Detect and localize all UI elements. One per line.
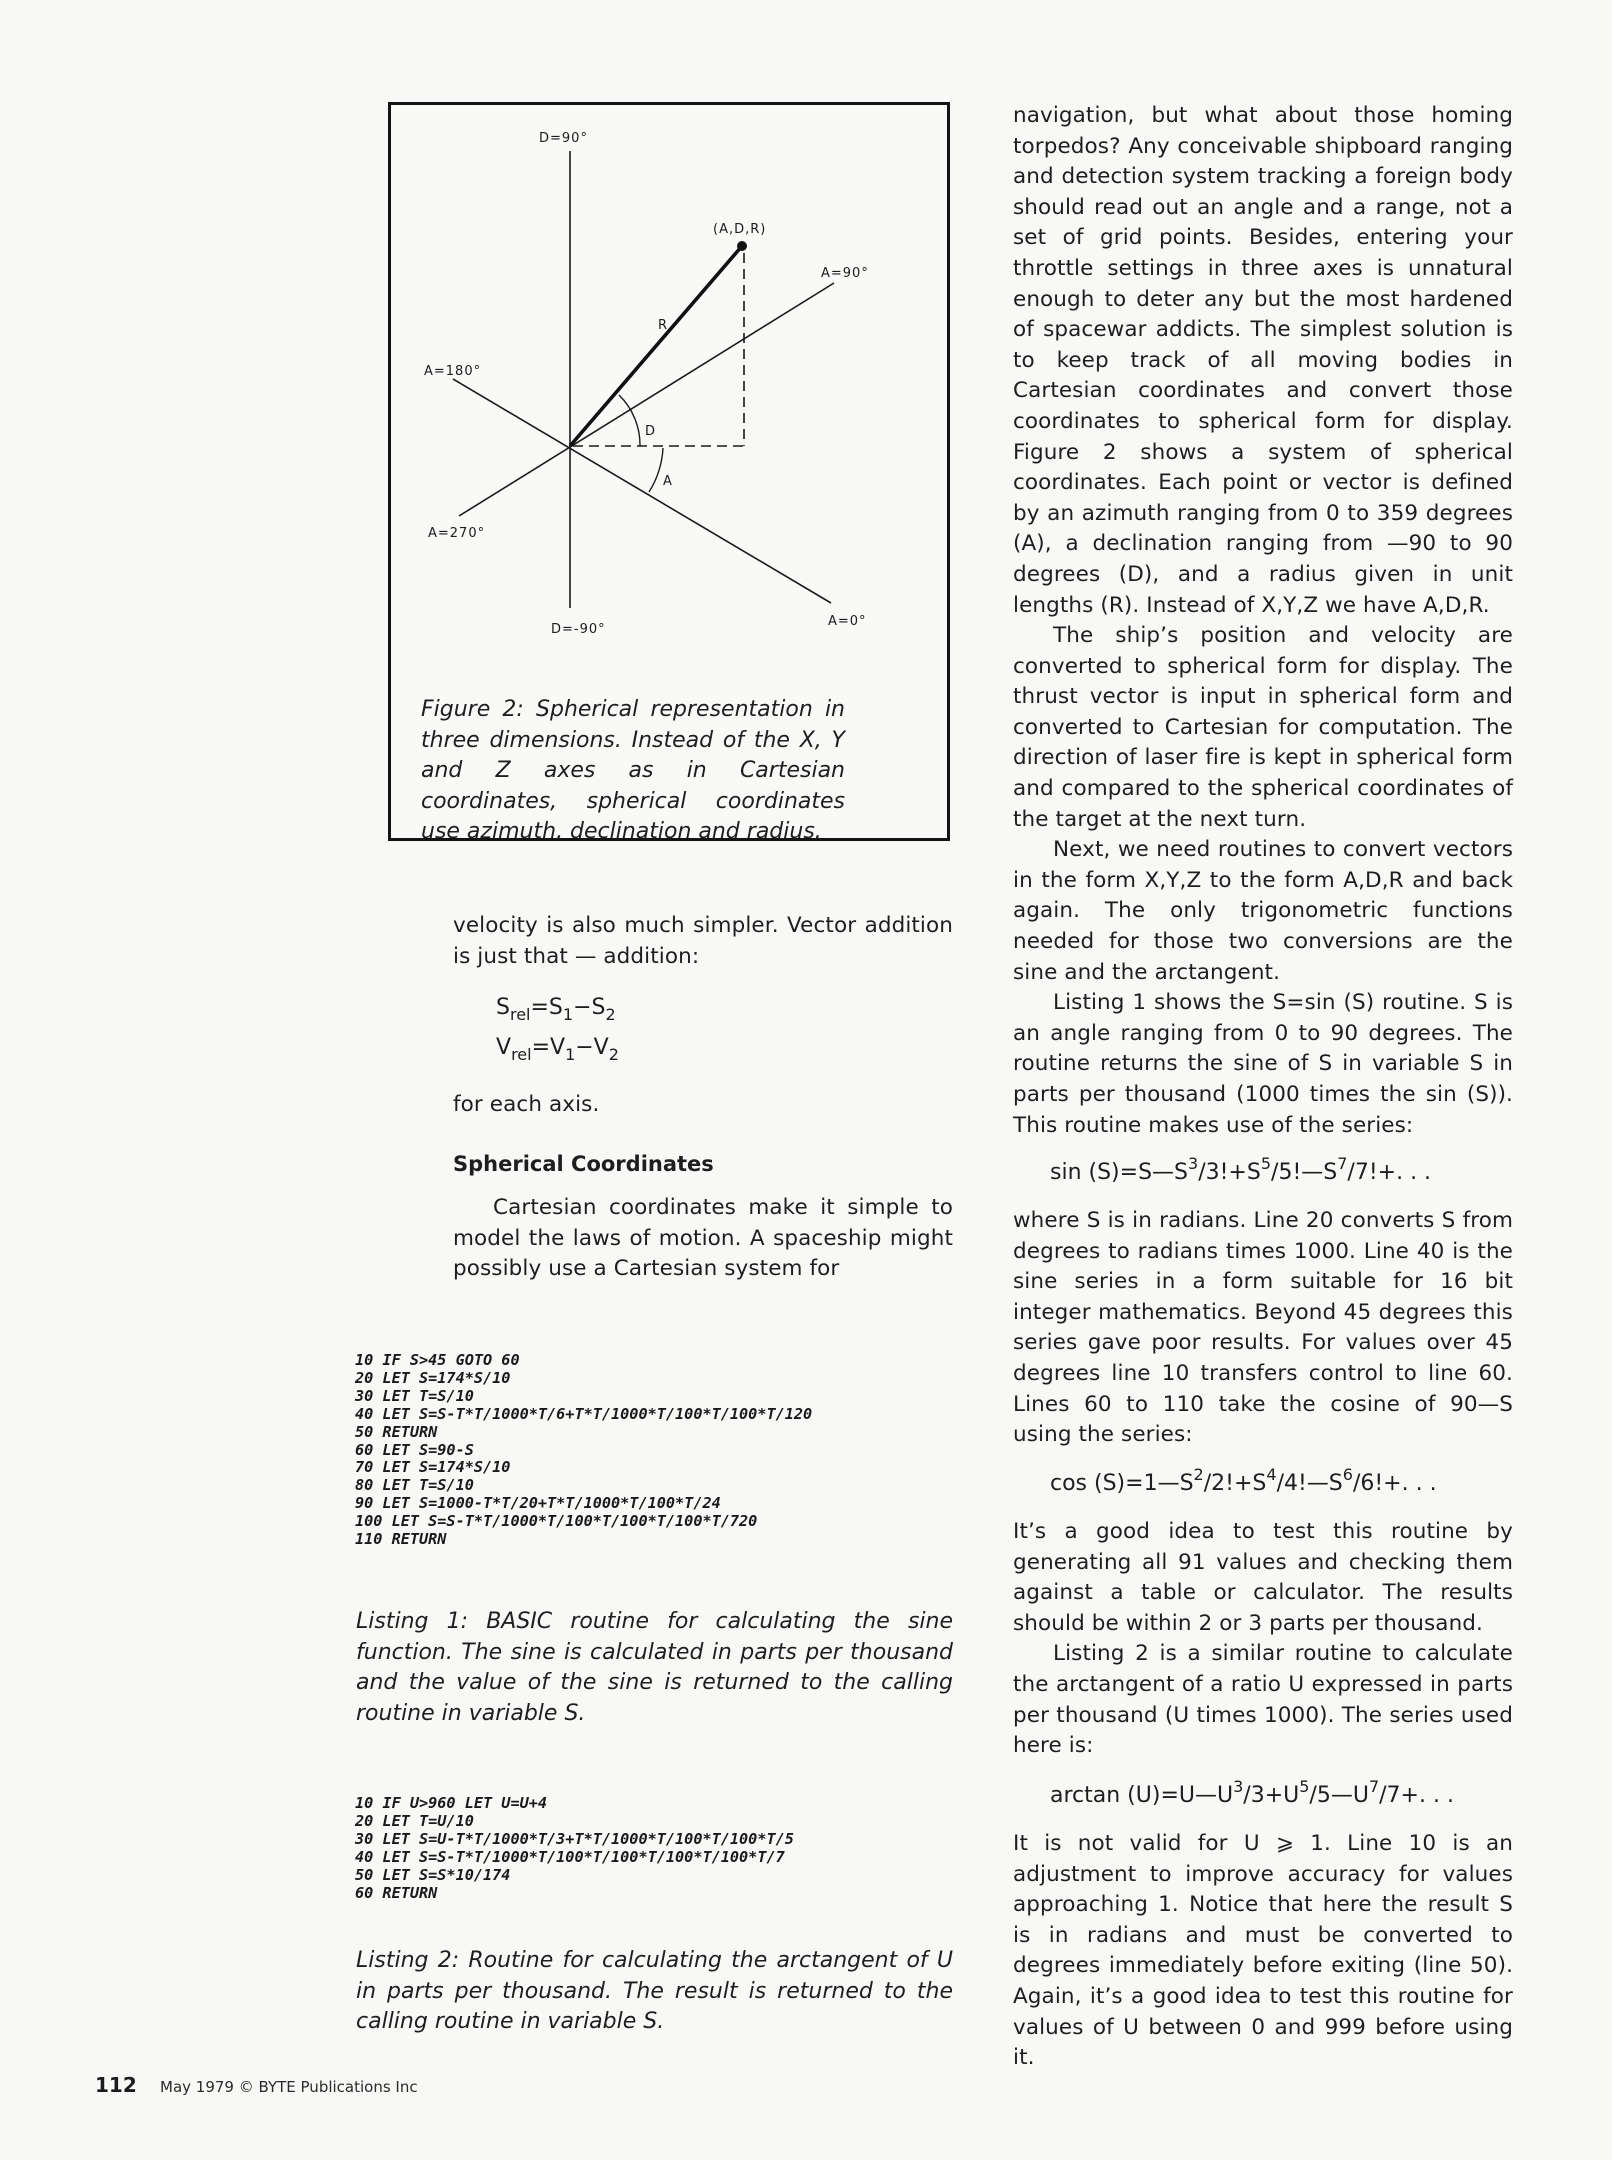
listing-1-caption: Listing 1: BASIC routine for calculating the sine function. The sine is calculated in parts per thousand and the value of the sine is returned to the calling routine in variable S. bbox=[356, 1609, 953, 1726]
code-line: 20 LET S=174*S/10 bbox=[355, 1368, 511, 1387]
paragraph-cartesian: Cartesian coordinates make it simple to model the laws of motion. A spaceship might possibly use a Cartesian system for bbox=[453, 1195, 953, 1282]
azimuth-axis-0-180 bbox=[453, 379, 831, 603]
code-line: 70 LET S=174*S/10 bbox=[355, 1458, 511, 1477]
code-line: 20 LET T=U/10 bbox=[355, 1811, 474, 1830]
paragraph-vector-addition: velocity is also much simpler. Vector addition is just that — addition: bbox=[453, 913, 953, 969]
label-a: A bbox=[663, 474, 673, 489]
label-d: D bbox=[645, 424, 657, 439]
figure-2-box bbox=[388, 102, 950, 844]
code-line: 40 LET S=S-T*T/1000*T/6+T*T/1000*T/100*T/100*T/120 bbox=[355, 1404, 813, 1423]
code-line: 60 RETURN bbox=[355, 1883, 438, 1902]
label-d-90: D=90° bbox=[539, 131, 588, 146]
code-line: 110 RETURN bbox=[355, 1530, 447, 1549]
code-line: 10 IF U>960 LET U=U+4 bbox=[355, 1794, 548, 1812]
right-column-text-3 bbox=[1013, 1517, 1513, 1762]
right-column-text-4 bbox=[1013, 1829, 1513, 2074]
code-line: 30 LET S=U-T*T/1000*T/3+T*T/1000*T/100*T/100*T/5 bbox=[355, 1829, 794, 1848]
figure-2-caption: Figure 2: Spherical representation in three dimensions. Instead of the X, Y and Z axes as in Cartesian coordinates, spherical coordinates use azimuth, declination and radius. bbox=[421, 697, 845, 844]
declination-arc bbox=[619, 395, 640, 446]
label-d-neg-90: D=-90° bbox=[551, 622, 606, 637]
footer-publication: May 1979 © BYTE Publications Inc bbox=[160, 2078, 418, 2096]
left-column-text bbox=[453, 911, 953, 972]
code-line: 50 RETURN bbox=[355, 1422, 438, 1441]
right-column-text-2 bbox=[1013, 1206, 1513, 1451]
code-line: 50 LET S=S*10/174 bbox=[355, 1865, 511, 1884]
azimuth-axis-90-270 bbox=[459, 283, 834, 516]
formula-vrel: $V_{rel}=V_1-V_2$ bbox=[496, 1035, 619, 1064]
label-a-180: A=180° bbox=[424, 364, 482, 379]
paragraph-listing-2: Listing 2 is a similar routine to calculate the arctangent of a ratio U expressed in parts per thousand (U times 1000). The series used here is: bbox=[1013, 1641, 1513, 1759]
code-line: 60 LET S=90-S bbox=[355, 1440, 474, 1459]
section-heading-spherical-coordinates: Spherical Coordinates bbox=[453, 1152, 714, 1176]
paragraph-each-axis: for each axis. bbox=[453, 1092, 600, 1117]
right-column-text-1 bbox=[1013, 101, 1513, 1141]
code-line: 10 IF S>45 GOTO 60 bbox=[355, 1351, 520, 1369]
label-a-90: A=90° bbox=[821, 266, 869, 281]
formula-sin-series: $\sin (S)=S—S^3/3!+S^5/5!—S^7/7!+$. . . bbox=[1050, 1154, 1432, 1185]
label-point: (A,D,R) bbox=[713, 222, 767, 237]
paragraph-radians: where S is in radians. Line 20 converts S from degrees to radians times 1000. Line 40 is the sine series in a form suitable for 16 bit integer mathematics. Beyond 45 degrees this series gave poor results. For values over 45 degrees line 10 transfers control to line 60. Lines 60 to 110 take the cosine of 90—S using the series: bbox=[1013, 1208, 1513, 1448]
radius-vector bbox=[570, 246, 742, 446]
paragraph-routines: Next, we need routines to convert vectors in the form X,Y,Z to the form A,D,R and back again. The only trigonometric functions needed for those two conversions are the sine and the arctangent. bbox=[1013, 837, 1513, 985]
code-line: 40 LET S=S-T*T/1000*T/100*T/100*T/100*T/100*T/7 bbox=[355, 1847, 785, 1866]
formula-cos-series: $\cos (S)=1—S^2/2!+S^4/4!—S^6/6!+$. . . bbox=[1050, 1465, 1437, 1496]
label-r: R bbox=[658, 318, 669, 333]
code-line: 100 LET S=S-T*T/1000*T/100*T/100*T/100*T/720 bbox=[355, 1512, 758, 1531]
page-number: 112 bbox=[95, 2073, 137, 2097]
paragraph-listing-1: Listing 1 shows the S=sin (S) routine. S is an angle ranging from 0 to 90 degrees. The routine returns the sine of S in variable S in parts per thousand (1000 times the sin (S)). This routine makes use of the series: bbox=[1013, 990, 1513, 1138]
listing-1-code bbox=[355, 1352, 812, 1549]
formula-arctan-series: $\arctan (U)=U—U^3/3+U^5/5—U^7/7+$. . . bbox=[1050, 1777, 1454, 1808]
paragraph-not-valid: It is not valid for U ⩾ 1. Line 10 is an adjustment to improve accuracy for values approaching 1. Notice that here the result S is in radians and must be converted to degrees immediately before exiting (line 50). Again, it’s a good idea to test this routine for values of U between 0 and 999 before using it. bbox=[1013, 1831, 1513, 2071]
azimuth-arc bbox=[649, 448, 663, 492]
paragraph-ship-position: The ship’s position and velocity are converted to spherical form for display. The thrust vector is input in spherical form and converted to Cartesian for computation. The direction of laser fire is kept in spherical form and compared to the spherical coordinates of the target at the next turn. bbox=[1013, 623, 1513, 832]
code-line: 90 LET S=1000-T*T/20+T*T/1000*T/100*T/24 bbox=[355, 1494, 721, 1513]
code-line: 80 LET T=S/10 bbox=[355, 1476, 474, 1495]
paragraph-navigation: navigation, but what about those homing torpedos? Any conceivable shipboard ranging and detection system tracking a foreign body should read out an angle and a range, not a set of grid points. Besides, entering your throttle settings in three axes is unnatural enough to deter any but the most hardened of spacewar addicts. The simplest solution is to keep track of all moving bodies in Cartesian coordinates and convert those coordinates to spherical form for display. Figure 2 shows a system of spherical coordinates. Each point or vector is defined by an azimuth ranging from 0 to 359 degrees (A), a declination ranging from —90 to 90 degrees (D), and a radius given in unit lengths (R). Instead of X,Y,Z we have A,D,R. bbox=[1013, 103, 1513, 618]
listing-2-code bbox=[355, 1795, 794, 1902]
code-line: 30 LET T=S/10 bbox=[355, 1386, 474, 1405]
listing-2-caption: Listing 2: Routine for calculating the arctangent of U in parts per thousand. The result is returned to the calling routine in variable S. bbox=[356, 1948, 953, 2034]
formula-srel: $S_{rel}=S_1-S_2$ bbox=[496, 995, 616, 1024]
label-a-0: A=0° bbox=[828, 614, 867, 629]
point-marker bbox=[737, 241, 747, 251]
label-a-270: A=270° bbox=[428, 526, 486, 541]
spherical-coordinates-diagram bbox=[391, 105, 947, 665]
paragraph-test-routine: It’s a good idea to test this routine by generating all 91 values and checking them against a table or calculator. The results should be within 2 or 3 parts per thousand. bbox=[1013, 1519, 1513, 1636]
